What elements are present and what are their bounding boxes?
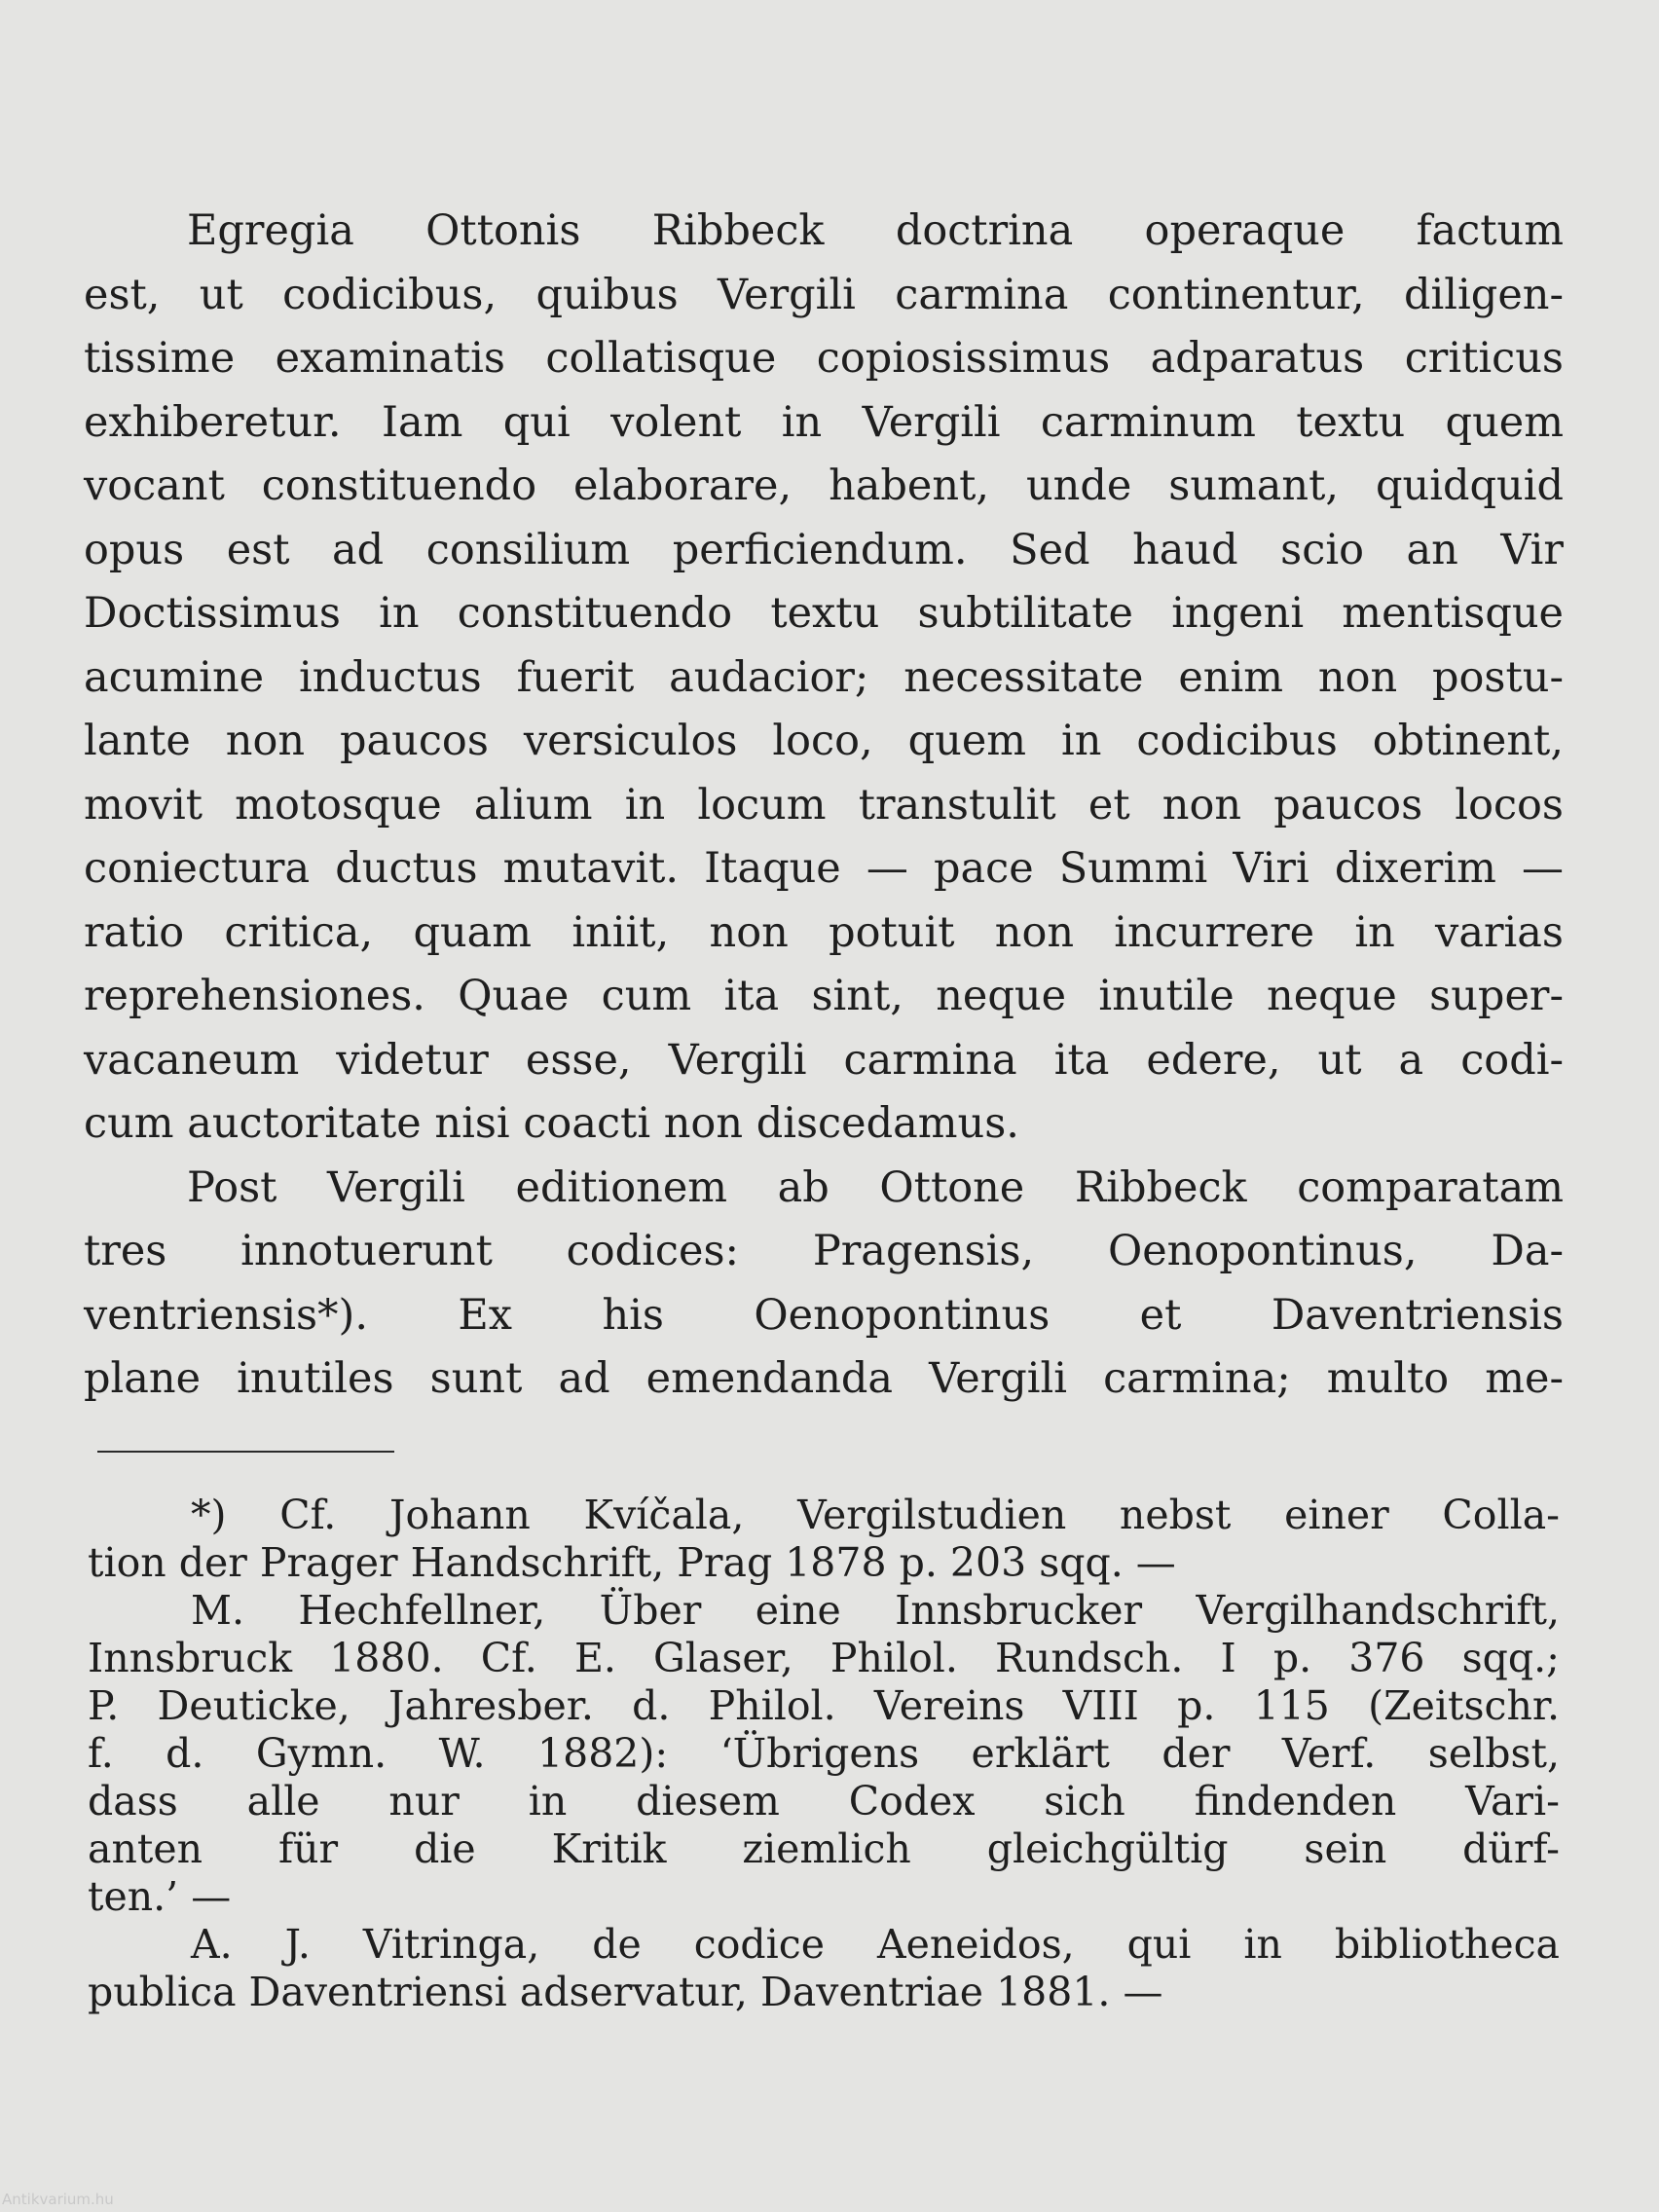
text-line: ventriensis*). Ex his Oenopontinus et Daventriensis [84, 1290, 1564, 1340]
footnote-divider [97, 1451, 394, 1453]
text-line: tissime examinatis collatisque copiosissimus adparatus criticus [84, 334, 1564, 383]
footnote-line: f. d. Gymn. W. 1882): ‘Übrigens erklärt der Verf. selbst, [88, 1730, 1560, 1777]
footnote-line: P. Deuticke, Jahresber. d. Philol. Vereins VIII p. 115 (Zeitschr. [88, 1682, 1560, 1729]
watermark: Antikvarium.hu [2, 2191, 114, 2208]
footnote-line: Innsbruck 1880. Cf. E. Glaser, Philol. Rundsch. I p. 376 sqq.; [88, 1635, 1560, 1681]
text-line: vocant constituendo elaborare, habent, unde sumant, quidquid [84, 461, 1564, 510]
footnote-line: tion der Prager Handschrift, Prag 1878 p. 203 sqq. — [88, 1539, 1176, 1586]
text-line: cum auctoritate nisi coacti non discedamus. [84, 1099, 1019, 1148]
footnote-line: *) Cf. Johann Kvíčala, Vergilstudien nebst einer Colla- [191, 1492, 1560, 1538]
text-line: plane inutiles sunt ad emendanda Vergili carmina; multo me- [84, 1354, 1564, 1403]
footnote-block [88, 1492, 1560, 2016]
footnote-line: M. Hechfellner, Über eine Innsbrucker Vergilhandschrift, [191, 1587, 1560, 1634]
text-line: Doctissimus in constituendo textu subtilitate ingeni mentisque [84, 589, 1564, 638]
text-line: acumine inductus fuerit audacior; necessitate enim non postu- [84, 652, 1564, 702]
text-line: Post Vergili editionem ab Ottone Ribbeck comparatam [187, 1162, 1564, 1212]
footnote-line: A. J. Vitringa, de codice Aeneidos, qui in bibliotheca [191, 1921, 1560, 1968]
footnote-line: publica Daventriensi adservatur, Daventriae 1881. — [88, 1969, 1163, 2015]
text-line: Egregia Ottonis Ribbeck doctrina operaque factum [187, 206, 1564, 255]
text-line: est, ut codicibus, quibus Vergili carmina continentur, diligen- [84, 270, 1564, 319]
text-line: vacaneum videtur esse, Vergili carmina ita edere, ut a codi- [84, 1035, 1564, 1085]
text-line: lante non paucos versiculos loco, quem in codicibus obtinent, [84, 717, 1564, 765]
text-line: tres innotuerunt codices: Pragensis, Oenopontinus, Da- [84, 1227, 1564, 1275]
main-text-block [84, 200, 1564, 1412]
text-line: reprehensiones. Quae cum ita sint, neque inutile neque super- [84, 972, 1564, 1020]
text-line: opus est ad consilium perficiendum. Sed haud scio an Vir [84, 525, 1564, 574]
footnote-line: anten für die Kritik ziemlich gleichgültig sein dürf- [88, 1825, 1560, 1872]
footnote-line: dass alle nur in diesem Codex sich findenden Vari- [88, 1778, 1560, 1825]
text-line: exhiberetur. Iam qui volent in Vergili carminum textu quem [84, 397, 1564, 447]
footnote-line: ten.’ — [88, 1873, 232, 1920]
text-line: coniectura ductus mutavit. Itaque — pace Summi Viri dixerim — [84, 844, 1564, 893]
text-line: ratio critica, quam iniit, non potuit non incurrere in varias [84, 907, 1564, 957]
text-line: movit motosque alium in locum transtulit et non paucos locos [84, 780, 1564, 830]
